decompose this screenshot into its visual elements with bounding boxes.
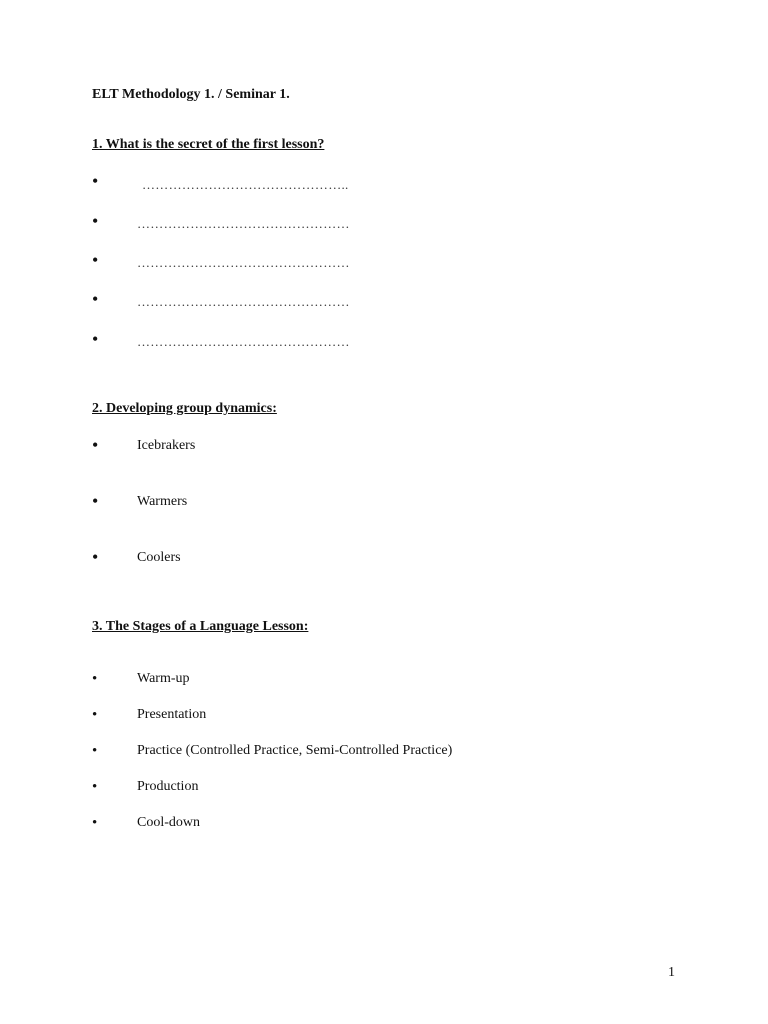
- bullet-marker: •: [92, 779, 98, 795]
- page-number: 1: [668, 965, 675, 980]
- bullet-marker: •: [92, 250, 99, 270]
- bullet-marker: •: [92, 815, 98, 831]
- bullet-marker: •: [92, 171, 99, 191]
- section-3-heading: 3. The Stages of a Language Lesson:: [92, 619, 309, 634]
- bullet-marker: •: [92, 707, 98, 723]
- list-item: Cool-down: [137, 815, 200, 830]
- blank-line: …………………………………………: [137, 216, 350, 231]
- bullet-marker: •: [92, 743, 98, 759]
- bullet-marker: •: [92, 547, 99, 567]
- bullet-marker: •: [92, 329, 99, 349]
- list-item: Warmers: [137, 494, 188, 509]
- list-item: Icebrakers: [137, 438, 196, 453]
- list-item: Warm-up: [137, 671, 190, 686]
- blank-line: ………………………………………..: [142, 177, 349, 192]
- bullet-marker: •: [92, 435, 99, 455]
- list-item: Coolers: [137, 550, 181, 565]
- blank-line: …………………………………………: [137, 334, 350, 349]
- list-item: Presentation: [137, 707, 207, 722]
- bullet-marker: •: [92, 211, 99, 231]
- bullet-marker: •: [92, 671, 98, 687]
- section-1-heading: 1. What is the secret of the first lesson?: [92, 137, 325, 152]
- list-item: Practice (Controlled Practice, Semi-Controlled Practice): [137, 743, 453, 758]
- section-2-heading: 2. Developing group dynamics:: [92, 401, 277, 416]
- document-title: ELT Methodology 1. / Seminar 1.: [92, 87, 290, 102]
- blank-line: …………………………………………: [137, 255, 350, 270]
- bullet-marker: •: [92, 289, 99, 309]
- bullet-marker: •: [92, 491, 99, 511]
- blank-line: …………………………………………: [137, 294, 350, 309]
- list-item: Production: [137, 779, 199, 794]
